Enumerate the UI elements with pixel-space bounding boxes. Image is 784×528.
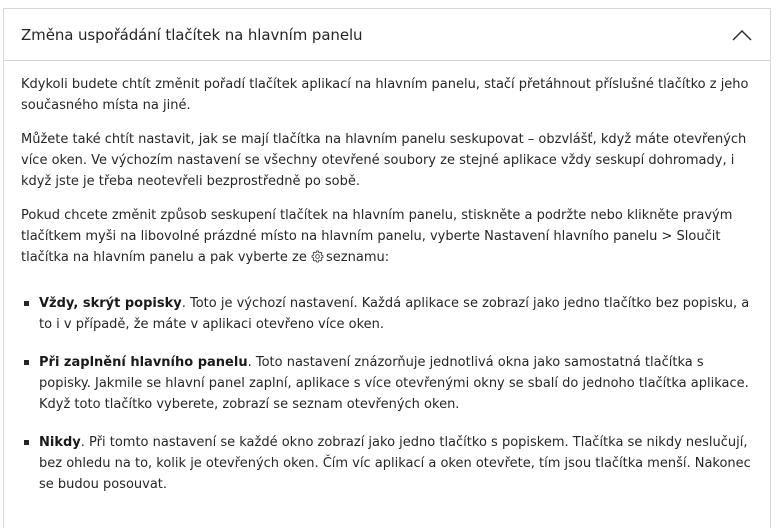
accordion-section [3, 8, 771, 528]
paragraph-combine-instructions [21, 205, 752, 268]
settings-gear-icon [311, 250, 324, 263]
chevron-up-icon[interactable] [732, 29, 752, 41]
list-item-always [21, 293, 752, 335]
option-always-text: . Toto je výchozí nastavení. Každá aplikace se zobrazí jako jedno tlačítko bez popisku, a to i v případě, že máte v aplikaci otevřeno více oken. [39, 296, 750, 332]
paragraph-combine-text: Pokud chcete změnit způsob seskupení tlačítek na hlavním panelu, stiskněte a podržte nebo klikněte pravým tlačítkem myši na libovolné prázdné místo na hlavním panelu, vyberte Nastavení hlavního panelu > Sloučit tlačítka na hlavním panelu a pak vyberte ze [21, 208, 733, 265]
paragraph-reorder: Kdykoli budete chtít změnit pořadí tlačítek aplikací na hlavním panelu, stačí přetáhnout příslušné tlačítko z jeho současného místa na jiné. [21, 77, 749, 113]
accordion-title: Změna uspořádání tlačítek na hlavním panelu [21, 25, 363, 44]
list-item-never [21, 432, 752, 495]
accordion-content [4, 61, 770, 495]
options-list [21, 293, 752, 495]
option-when-full-text: . Toto nastavení znázorňuje jednotlivá okna jako samostatná tlačítka s popisky. Jakmile se hlavní panel zaplní, aplikace s více otevřenými okny se sbalí do jednoho tlačítka aplikace. Když toto tlačítko vyberete, zobrazí se seznam otevřených oken. [39, 355, 749, 412]
option-when-full-label: Při zaplnění hlavního panelu [39, 355, 248, 370]
option-never-label: Nikdy [39, 435, 81, 450]
list-item-when-full [21, 352, 752, 415]
option-never-text: . Při tomto nastavení se každé okno zobrazí jako jedno tlačítko s popiskem. Tlačítka se nikdy neslučují, bez ohledu na to, kolik je otevřených oken. Čím víc aplikací a oken otevřete, tím jsou tlačítka menší. Nakonec se budou posouvat. [39, 435, 751, 492]
paragraph-grouping: Můžete také chtít nastavit, jak se mají tlačítka na hlavním panelu seskupovat – obzvlášť, když máte otevřených více oken. Ve výchozím nastavení se všechny otevřené soubory ze stejné aplikace vždy seskupí dohromady, i když jste je třeba neotevřeli bezprostředně po sobě. [21, 132, 747, 189]
paragraph-combine-text-end: seznamu: [326, 250, 390, 265]
accordion-header[interactable] [4, 9, 770, 61]
option-always-label: Vždy, skrýt popisky [39, 296, 182, 311]
